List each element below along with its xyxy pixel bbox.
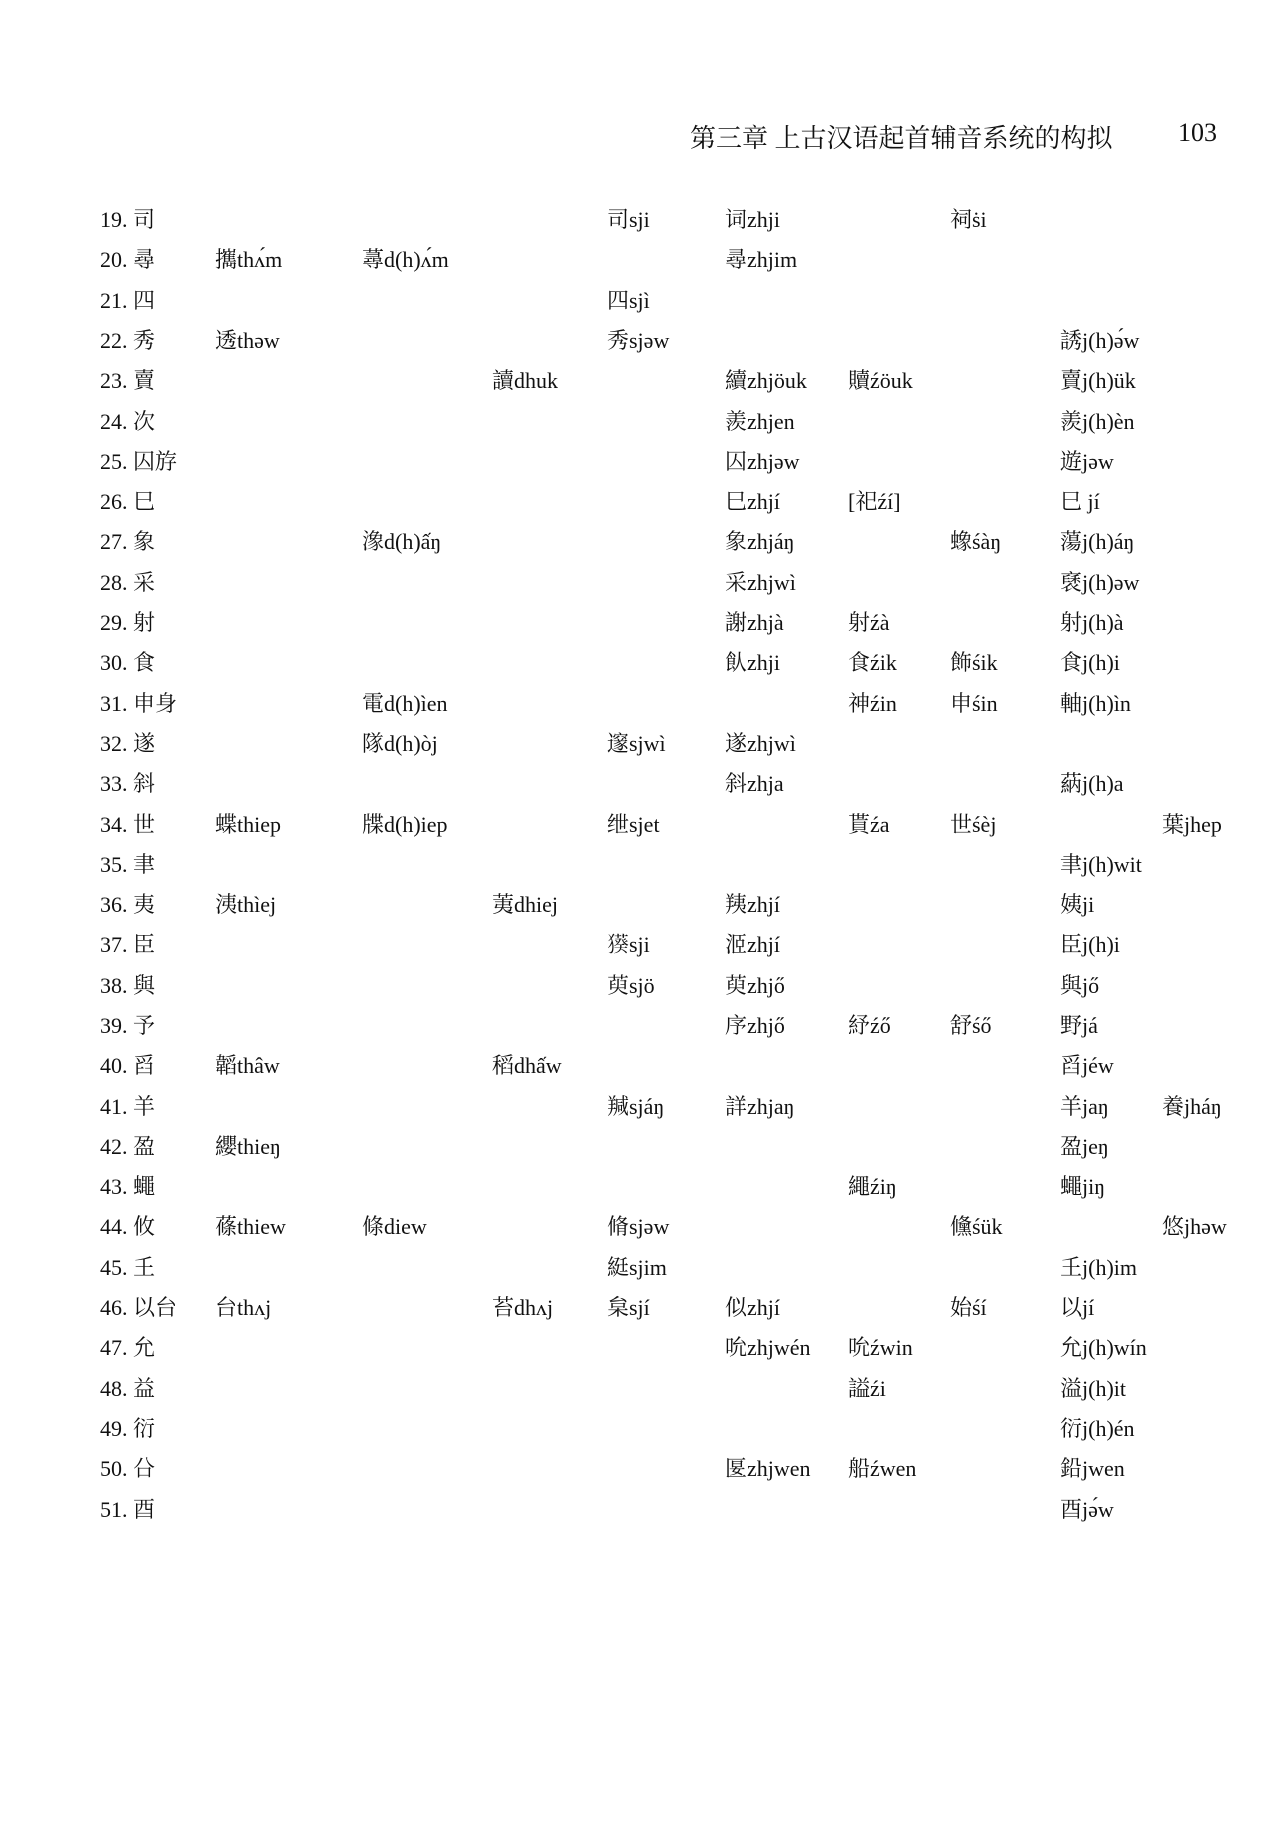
table-cell: 隊d(h)òj (362, 731, 438, 756)
table-cell: 脩sjəw (607, 1214, 670, 1239)
table-cell: 謝zhjà (725, 610, 784, 635)
table-cell: 飤zhji (725, 650, 780, 675)
table-cell: 食j(h)i (1060, 650, 1120, 675)
table-cell: 𤢑sji (607, 932, 650, 957)
table-cell: 船źwen (848, 1456, 917, 1481)
row-label: 31. 申身 (100, 691, 178, 716)
table-cell: 萸zhjő (725, 973, 785, 998)
row-label: 27. 象 (100, 529, 156, 554)
table-row (0, 281, 1280, 321)
row-label: 37. 臣 (100, 932, 156, 957)
table-cell: 吮źwin (848, 1335, 913, 1360)
row-label: 35. 聿 (100, 852, 156, 877)
row-label: 29. 射 (100, 610, 156, 635)
table-cell: 𢹂thʌ́m (215, 247, 283, 272)
row-label: 41. 羊 (100, 1094, 156, 1119)
row-label: 49. 衍 (100, 1416, 156, 1441)
table-cell: 四sjì (607, 288, 650, 313)
row-label: 44. 攸 (100, 1214, 156, 1239)
table-cell: 盈jeŋ (1060, 1134, 1109, 1159)
table-cell: 葉jhep (1162, 812, 1222, 837)
table-cell: 羠zhjí (725, 892, 780, 917)
chapter-title: 第三章 上古汉语起首辅音系统的构拟 (690, 124, 1113, 153)
table-row (0, 1449, 1280, 1489)
table-row (0, 1167, 1280, 1207)
row-label: 26. 巳 (100, 489, 156, 514)
table-cell: 羊jaŋ (1060, 1094, 1109, 1119)
table-row (0, 764, 1280, 804)
table-cell: 繩źiŋ (848, 1174, 897, 1199)
table-cell: 纓thieŋ (215, 1134, 281, 1159)
table-row (0, 925, 1280, 965)
row-label: 36. 夷 (100, 892, 156, 917)
row-label: 42. 盈 (100, 1134, 156, 1159)
table-cell: 蝶thiep (215, 812, 281, 837)
table-cell: 謚źi (848, 1376, 886, 1401)
table-cell: 讀dhuk (492, 368, 559, 393)
table-cell: 牒d(h)iep (362, 812, 448, 837)
table-cell: 透thəw (215, 328, 280, 353)
row-label: 40. 舀 (100, 1053, 156, 1078)
table-cell: 貰źa (848, 812, 890, 837)
row-label: 21. 四 (100, 288, 156, 313)
table-row (0, 1127, 1280, 1167)
table-row (0, 482, 1280, 522)
table-cell: 綎sjim (607, 1255, 667, 1280)
table-cell: 苔dhʌj (492, 1295, 554, 1320)
table-cell: 台thʌj (215, 1295, 272, 1320)
table-row (0, 1087, 1280, 1127)
table-cell: 鉛jwen (1060, 1456, 1125, 1481)
table-row (0, 1409, 1280, 1449)
table-cell: 始śí (950, 1295, 987, 1320)
table-cell: 潒d(h)ấŋ (362, 529, 442, 554)
row-label: 30. 食 (100, 650, 156, 675)
row-label: 39. 予 (100, 1013, 156, 1038)
table-row (0, 361, 1280, 401)
row-label: 22. 秀 (100, 328, 156, 353)
table-cell: 神źin (848, 691, 897, 716)
table-cell: 枲sjí (607, 1295, 650, 1320)
table-cell: 姨ji (1060, 892, 1095, 917)
table-cell: 荑dhiej (492, 892, 558, 917)
table-cell: 遊jəw (1060, 449, 1114, 474)
table-cell: 食źik (848, 650, 897, 675)
table-cell: 萸sjö (607, 973, 655, 998)
table-cell: 韜thâw (215, 1053, 280, 1078)
table-cell: 蠅jiŋ (1060, 1174, 1106, 1199)
table-row (0, 684, 1280, 724)
table-cell: 以jí (1060, 1295, 1095, 1320)
table-row (0, 240, 1280, 280)
row-label: 23. 賣 (100, 368, 156, 393)
table-cell: 遂zhjwì (725, 731, 796, 756)
table-row (0, 522, 1280, 562)
row-label: 24. 次 (100, 409, 156, 434)
table-cell: 巳zhjí (725, 489, 780, 514)
row-label: 51. 酉 (100, 1497, 156, 1522)
table-cell: 褎j(h)əw (1060, 570, 1140, 595)
row-label: 50. 㕣 (100, 1456, 156, 1481)
table-cell: [祀źí] (848, 489, 901, 514)
table-row (0, 1248, 1280, 1288)
table-cell: 射j(h)à (1060, 610, 1124, 635)
page-number: 103 (1178, 118, 1217, 147)
table-cell: 斜zhja (725, 771, 784, 796)
table-row (0, 1490, 1280, 1530)
row-label: 46. 以台 (100, 1295, 178, 1320)
table-cell: 绁sjet (607, 812, 660, 837)
table-cell: 申śin (950, 691, 998, 716)
table-cell: 似zhjí (725, 1295, 780, 1320)
row-label: 45. 𡈼 (100, 1255, 156, 1280)
table-cell: 臣j(h)i (1060, 932, 1120, 957)
table-cell: 蟓śàŋ (950, 529, 1002, 554)
table-cell: 與jő (1060, 973, 1100, 998)
table-cell: 飾śik (950, 650, 998, 675)
row-label: 34. 世 (100, 812, 156, 837)
table-cell: 續zhjöuk (725, 368, 807, 393)
table-row (0, 1207, 1280, 1247)
table-row (0, 1046, 1280, 1086)
table-cell: 舒śő (950, 1013, 992, 1038)
row-label: 47. 允 (100, 1335, 156, 1360)
table-cell: 司sji (607, 207, 650, 232)
table-cell: 射źà (848, 610, 890, 635)
table-cell: 野já (1060, 1013, 1098, 1038)
table-row (0, 603, 1280, 643)
row-label: 19. 司 (100, 207, 156, 232)
table-cell: 祠ṡi (950, 207, 987, 232)
table-cell: 蓧thiew (215, 1214, 286, 1239)
table-cell: 羨j(h)èn (1060, 409, 1135, 434)
table-cell: 世śèj (950, 812, 997, 837)
row-label: 25. 囚斿 (100, 449, 178, 474)
table-cell: 條diew (362, 1214, 427, 1239)
table-cell: 聿j(h)wit (1060, 852, 1142, 877)
table-cell: 贖źöuk (848, 368, 913, 393)
table-cell: 采zhjwì (725, 570, 796, 595)
table-cell: 允j(h)wín (1060, 1335, 1147, 1360)
row-label: 38. 與 (100, 973, 156, 998)
table-row (0, 966, 1280, 1006)
table-row (0, 1369, 1280, 1409)
row-label: 43. 蠅 (100, 1174, 156, 1199)
table-cell: 酉jə́w (1060, 1497, 1114, 1522)
table-cell: 軸j(h)ìn (1060, 691, 1131, 716)
table-row (0, 805, 1280, 845)
table-row (0, 885, 1280, 925)
table-row (0, 321, 1280, 361)
row-label: 48. 益 (100, 1376, 156, 1401)
table-row (0, 643, 1280, 683)
table-cell: 巳 jí (1060, 489, 1100, 514)
table-cell: 蒳j(h)a (1060, 771, 1124, 796)
row-label: 33. 斜 (100, 771, 156, 796)
row-label: 28. 采 (100, 570, 156, 595)
table-cell: 羨zhjen (725, 409, 795, 434)
running-header (690, 118, 1230, 155)
table-cell: 秀sjəw (607, 328, 670, 353)
table-cell: 洟thìej (215, 892, 277, 917)
table-cell: 蕩j(h)áŋ (1060, 529, 1135, 554)
table-row (0, 200, 1280, 240)
table-cell: 溢j(h)it (1060, 1376, 1126, 1401)
table-cell: 誘j(h)ə́w (1060, 328, 1140, 353)
table-cell: 賣j(h)ük (1060, 368, 1136, 393)
row-label: 20. 尋 (100, 247, 156, 272)
table-cell: 詳zhjaŋ (725, 1094, 795, 1119)
table-cell: 𡈼j(h)im (1060, 1255, 1137, 1280)
table-cell: 舀jéw (1060, 1053, 1114, 1078)
table-row (0, 563, 1280, 603)
table-cell: 衍j(h)én (1060, 1416, 1135, 1441)
table-cell: 儵śük (950, 1214, 1003, 1239)
table-cell: 尋zhjim (725, 247, 798, 272)
table-cell: 匽zhjwen (725, 1456, 811, 1481)
table-row (0, 724, 1280, 764)
row-label: 32. 遂 (100, 731, 156, 756)
table-cell: 吮zhjwén (725, 1335, 811, 1360)
table-cell: 词zhji (725, 207, 780, 232)
table-row (0, 442, 1280, 482)
table-cell: 象zhjáŋ (725, 529, 795, 554)
table-row (0, 1328, 1280, 1368)
table-cell: 蕁d(h)ʌ́m (362, 247, 449, 272)
table-cell: 悠jhəw (1162, 1214, 1227, 1239)
table-row (0, 402, 1280, 442)
table-cell: 養jháŋ (1162, 1094, 1222, 1119)
table-row (0, 1288, 1280, 1328)
table-cell: 洍zhjí (725, 932, 780, 957)
table-cell: 序zhjő (725, 1013, 785, 1038)
table-row (0, 1006, 1280, 1046)
table-cell: 羬sjáŋ (607, 1094, 665, 1119)
table-cell: 囚zhjəw (725, 449, 800, 474)
table-cell: 紓źő (848, 1013, 891, 1038)
table-row (0, 845, 1280, 885)
table-cell: 電d(h)ìen (362, 691, 448, 716)
table-cell: 邃sjwì (607, 731, 666, 756)
table-cell: 稻dhấw (492, 1053, 562, 1078)
